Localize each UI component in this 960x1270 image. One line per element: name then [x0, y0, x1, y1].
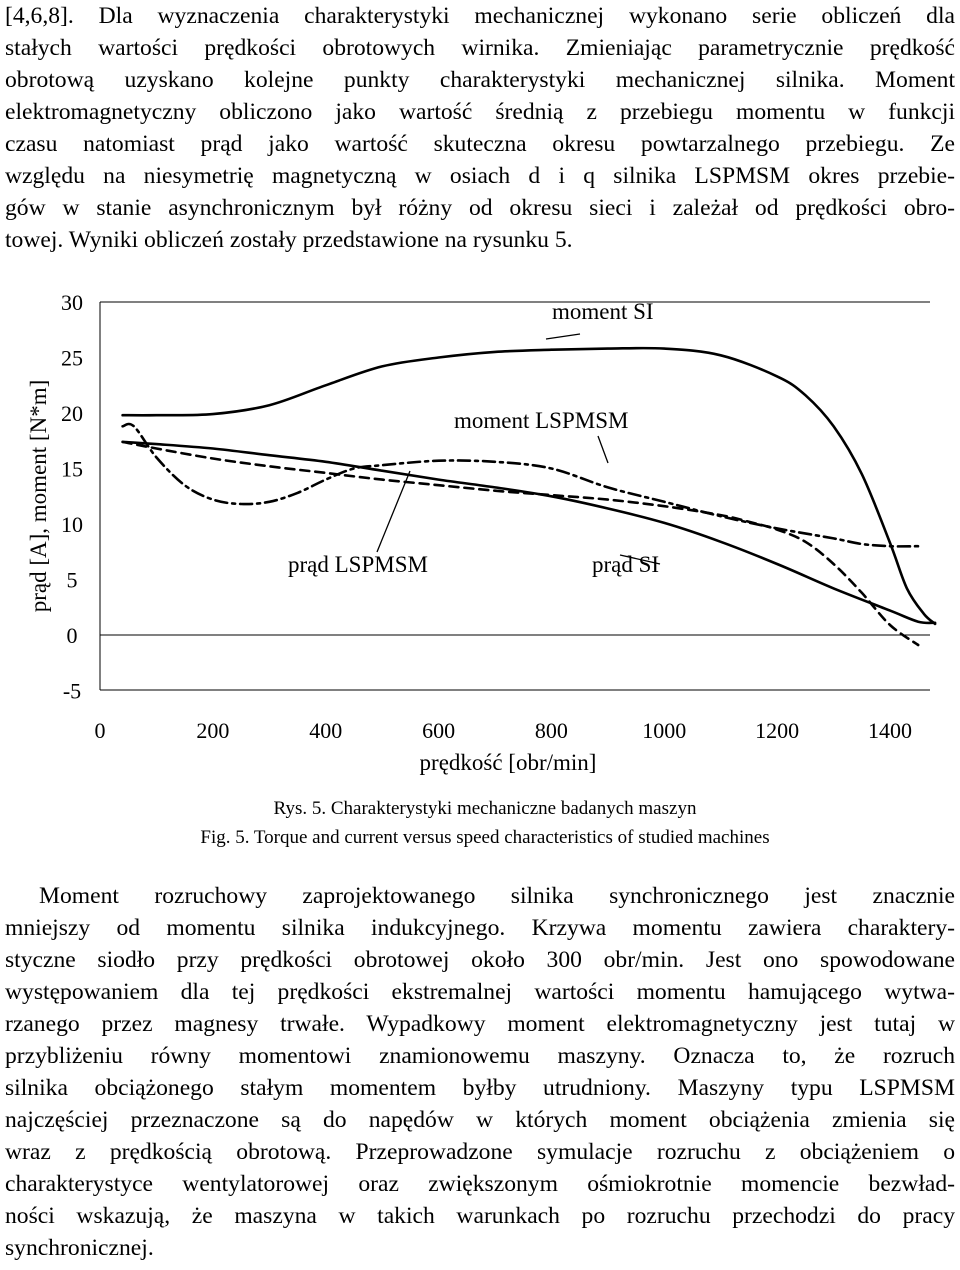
text-line: elektromagnetyczny obliczono jako wartość średnią z przebiegu momentu w funkcji: [5, 99, 955, 125]
series-line-moment-lspmsm: [123, 424, 919, 546]
text-line: gów w stanie asynchronicznym był różny od okresu sieci i zależał od prędkości obro-: [5, 195, 955, 221]
y-tick-label: 20: [61, 401, 83, 426]
text-line: mniejszy od momentu silnika indukcyjnego. Krzywa momentu zawiera charaktery-: [5, 915, 955, 941]
leader-moment-lspmsm: [598, 436, 608, 463]
y-axis-label: prąd [A], moment [N*m]: [26, 379, 51, 613]
series-line-prad-lspmsm: [123, 442, 919, 645]
text-line: [4,6,8]. Dla wyznaczenia charakterystyki mechanicznej wykonano serie obliczeń dla: [5, 3, 955, 29]
y-tick-label: -5: [62, 678, 82, 704]
text-line: ności wskazują, że maszyna w takich warunkach po rozruchu przechodzi do pracy: [5, 1203, 955, 1229]
text-line: towej. Wyniki obliczeń zostały przedstawione na rysunku 5.: [5, 227, 573, 253]
text-line: obrotową uzyskano kolejne punkty charakterystyki mechanicznej silnika. Moment: [5, 67, 955, 93]
y-tick-label: 30: [61, 290, 83, 315]
y-tick-label: 10: [61, 512, 83, 537]
y-tick-label: 15: [61, 456, 83, 482]
text-line: rzanego przez magnesy trwałe. Wypadkowy moment elektromagnetyczny jest tutaj w: [5, 1011, 955, 1037]
plot-area: [100, 302, 930, 690]
x-axis-label: prędkość [obr/min]: [419, 750, 597, 775]
series-line-moment-si: [123, 348, 936, 624]
x-tick-label: 600: [422, 718, 456, 743]
leader-moment-si: [546, 334, 580, 339]
text-line: przybliżeniu równy momentowi znamionowemu maszyny. Oznacza to, że rozruch: [5, 1043, 955, 1069]
speed-characteristics-chart: [0, 280, 960, 780]
text-line: Moment rozruchowy zaprojektowanego silnika synchronicznego jest znacznie: [39, 883, 955, 909]
text-line: styczne siodło przy prędkości obrotowej około 300 obr/min. Jest ono spowodowane: [5, 947, 955, 973]
x-tick-label: 1400: [868, 718, 912, 743]
text-line: względu na niesymetrię magnetyczną w osiach d i q silnika LSPMSM okres przebie-: [5, 163, 955, 189]
x-tick-label: 800: [534, 718, 568, 743]
text-line: występowaniem dla tej prędkości ekstremalnej wartości momentu hamującego wytwa-: [5, 979, 955, 1005]
x-tick-label: 400: [309, 718, 343, 743]
paragraph-bottom: [5, 880, 955, 1264]
text-line: stałych wartości prędkości obrotowych wirnika. Zmieniając parametrycznie prędkość: [5, 35, 955, 61]
annotation-prad-lspmsm: prąd LSPMSM: [288, 552, 428, 577]
text-line: wraz z prędkością obrotową. Przeprowadzone symulacje rozruchu z obciążeniem o: [5, 1139, 955, 1165]
y-tick-labels: [61, 290, 83, 704]
text-line: charakterystyce wentylatorowej oraz zwiększonym ośmiokrotnie momencie bezwład-: [5, 1171, 955, 1197]
series-line-prad-si: [123, 442, 936, 623]
leader-prad-lspmsm: [377, 471, 410, 552]
annotation-moment-lspmsm: moment LSPMSM: [454, 408, 629, 433]
figure-caption-pl: Rys. 5. Charakterystyki mechaniczne badanych maszyn: [273, 798, 697, 819]
text-line: czasu natomiast prąd jako wartość skuteczna okresu powtarzalnego przebiegu. Ze: [5, 131, 955, 157]
annotation-prad-si: prąd SI: [592, 552, 660, 577]
y-tick-label: 25: [61, 345, 83, 371]
paragraph-top: [5, 0, 955, 256]
series-lines: [123, 348, 936, 645]
x-tick-label: 1000: [642, 718, 687, 743]
x-tick-label: 0: [94, 718, 106, 743]
text-line: najczęściej przeznaczone są do napędów w których moment obciążenia zmienia się: [5, 1107, 955, 1133]
figure-caption-en: Fig. 5. Torque and current versus speed characteristics of studied machines: [200, 827, 770, 848]
annotation-moment-si: moment SI: [552, 299, 654, 324]
x-tick-label: 1200: [755, 718, 800, 743]
text-line: silnika obciążonego stałym momentem byłby utrudniony. Maszyny typu LSPMSM: [5, 1075, 955, 1101]
x-tick-label: 200: [196, 718, 230, 743]
annotation-leaders: [377, 334, 660, 564]
y-tick-label: 5: [66, 567, 78, 593]
x-tick-labels: [95, 718, 913, 743]
y-tick-label: 0: [66, 623, 78, 648]
text-line: synchronicznej.: [5, 1235, 154, 1261]
